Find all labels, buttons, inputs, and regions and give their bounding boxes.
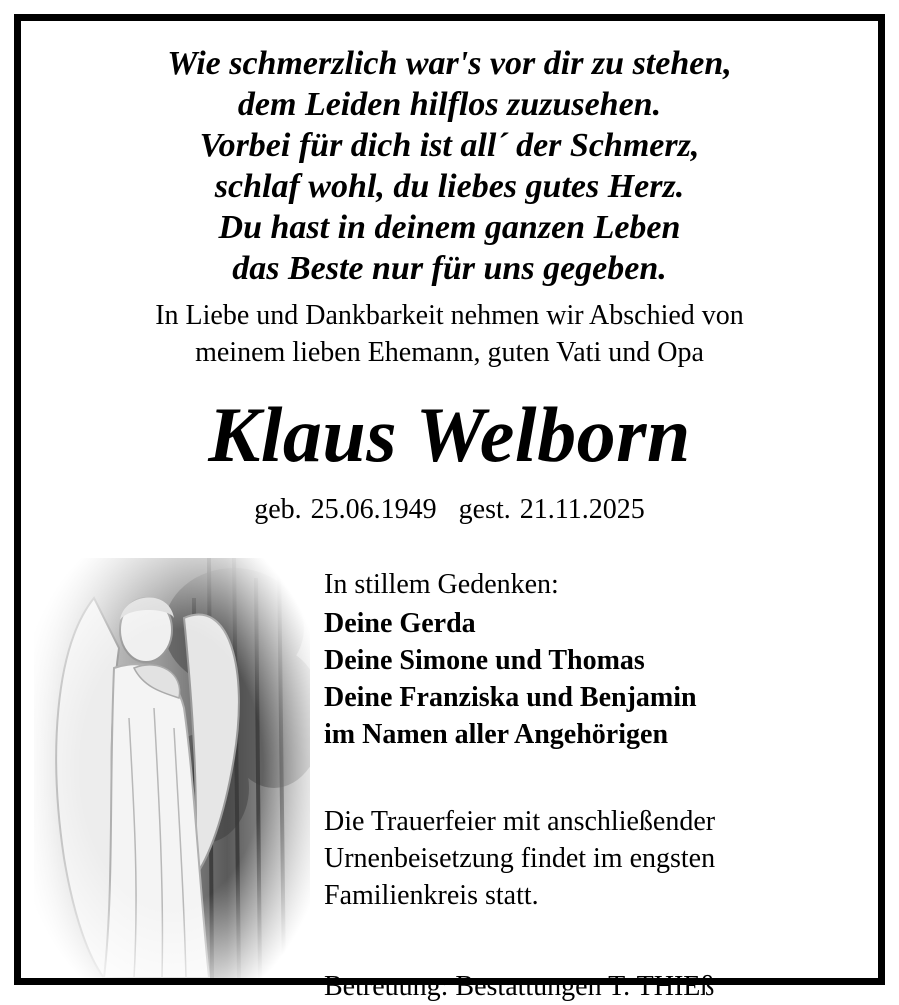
ceremony-line: Urnenbeisetzung findet im engsten	[324, 843, 716, 874]
mourner-name: Deine Franziska und Benjamin	[324, 682, 697, 713]
funeral-home-credit: Betreuung: Bestattungen T. THIEß	[324, 971, 715, 1002]
mourner-names	[324, 605, 864, 753]
obituary-frame	[14, 14, 885, 1002]
death-date: gest. 21.11.2025	[458, 494, 645, 525]
intro-text	[21, 297, 878, 371]
life-dates	[21, 492, 878, 528]
poem-line: Vorbei für dich ist all´ der Schmerz,	[199, 127, 700, 164]
mourner-name: Deine Simone und Thomas	[324, 645, 645, 676]
mourners-section	[324, 566, 864, 1005]
remembrance-label: In stillem Gedenken:	[324, 569, 559, 600]
intro-line: meinem lieben Ehemann, guten Vati und Opa	[195, 337, 704, 368]
deceased-name: Klaus Welborn	[208, 391, 691, 478]
poem-line: das Beste nur für uns gegeben.	[232, 250, 667, 287]
birth-date: geb. 25.06.1949	[254, 494, 437, 525]
intro-line: In Liebe und Dankbarkeit nehmen wir Abschied von	[155, 300, 744, 331]
ceremony-line: Familienkreis statt.	[324, 880, 539, 911]
ceremony-line: Die Trauerfeier mit anschließender	[324, 806, 716, 837]
poem-line: Wie schmerzlich war's vor dir zu stehen,	[167, 45, 732, 82]
poem-line: dem Leiden hilflos zuzusehen.	[237, 86, 662, 123]
poem-line: schlaf wohl, du liebes gutes Herz.	[214, 168, 685, 205]
mourner-name: im Namen aller Angehörigen	[324, 719, 669, 750]
mourner-name: Deine Gerda	[324, 608, 476, 639]
ceremony-notice	[324, 803, 864, 914]
poem-line: Du hast in deinem ganzen Leben	[218, 209, 681, 246]
angel-statue-icon	[34, 558, 310, 978]
poem	[21, 43, 878, 289]
